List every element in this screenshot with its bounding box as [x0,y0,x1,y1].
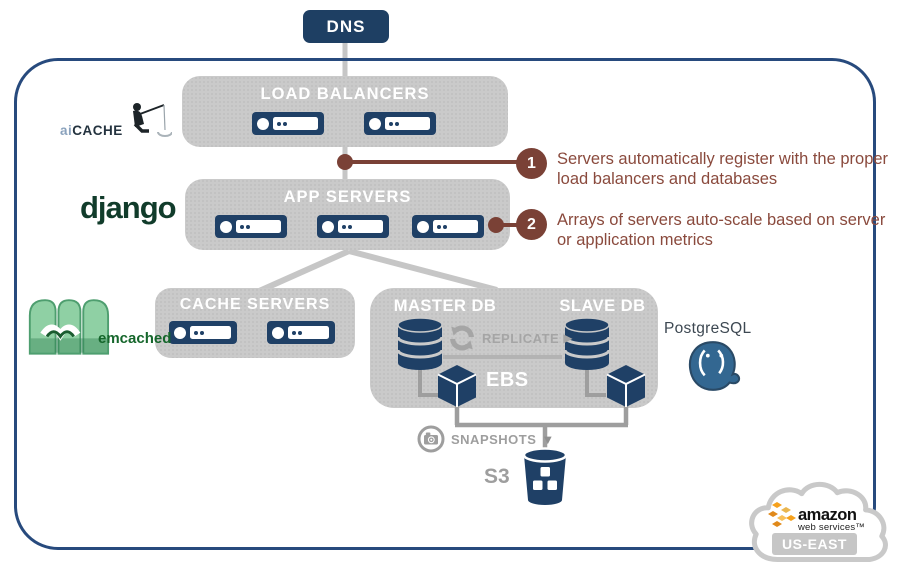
ebs-volume-icon [605,364,647,408]
s3-bucket-icon [522,446,568,508]
annotation-2-anchor-dot [488,217,504,233]
arrow-down-icon: ▼ [541,431,555,447]
amazon-wordmark: amazon [798,506,857,524]
amazon-subtitle: web services™ [798,522,866,533]
annotation-1-line [345,160,518,164]
camera-icon [417,425,445,453]
aws-cloud [744,476,896,571]
aws-cubes-icon [766,500,798,532]
slave-db-label: SLAVE DB [559,297,646,315]
ebs-volume-icon [436,364,478,408]
s3-label: S3 [484,465,510,488]
arrow-right-icon: ▶ [563,331,573,345]
annotation-1-text: Servers automatically register with the proper load balancers and databases [557,150,889,189]
fisherman-icon [122,100,172,142]
aicache-logo [60,100,175,142]
django-wordmark: django [80,190,176,225]
aicache-name: CACHE [72,123,123,138]
django-logo [80,190,176,226]
app-servers-label: APP SERVERS [283,188,412,206]
load-balancers-label: LOAD BALANCERS [260,85,430,103]
ebs-label: EBS [486,369,529,391]
replicate-label: REPLICATE [482,330,560,346]
memcached-logo [26,294,196,358]
annotation-1-badge [516,148,547,179]
annotation-2-number: 2 [527,215,536,233]
annotation-1-number: 1 [527,154,536,172]
aicache-wordmark [60,123,123,138]
postgresql-wordmark: PostgreSQL [664,320,752,337]
snapshots-label: SNAPSHOTS [451,431,537,447]
annotation-2-badge [516,209,547,240]
replicate-indicator [447,324,572,352]
refresh-icon [447,324,477,352]
annotation-1-anchor-dot [337,154,353,170]
region-badge [772,533,857,555]
aicache-prefix: ai [60,123,73,138]
elephant-icon [684,339,742,393]
postgresql-logo [664,320,779,398]
master-db-label: MASTER DB [393,297,497,315]
region-label: US-EAST [782,536,847,552]
memcached-wordmark: emcached [98,330,172,347]
dns-label: DNS [326,16,366,36]
annotation-2-text: Arrays of servers auto-scale based on server or application metrics [557,211,886,250]
cache-servers-label: CACHE SERVERS [179,296,331,313]
